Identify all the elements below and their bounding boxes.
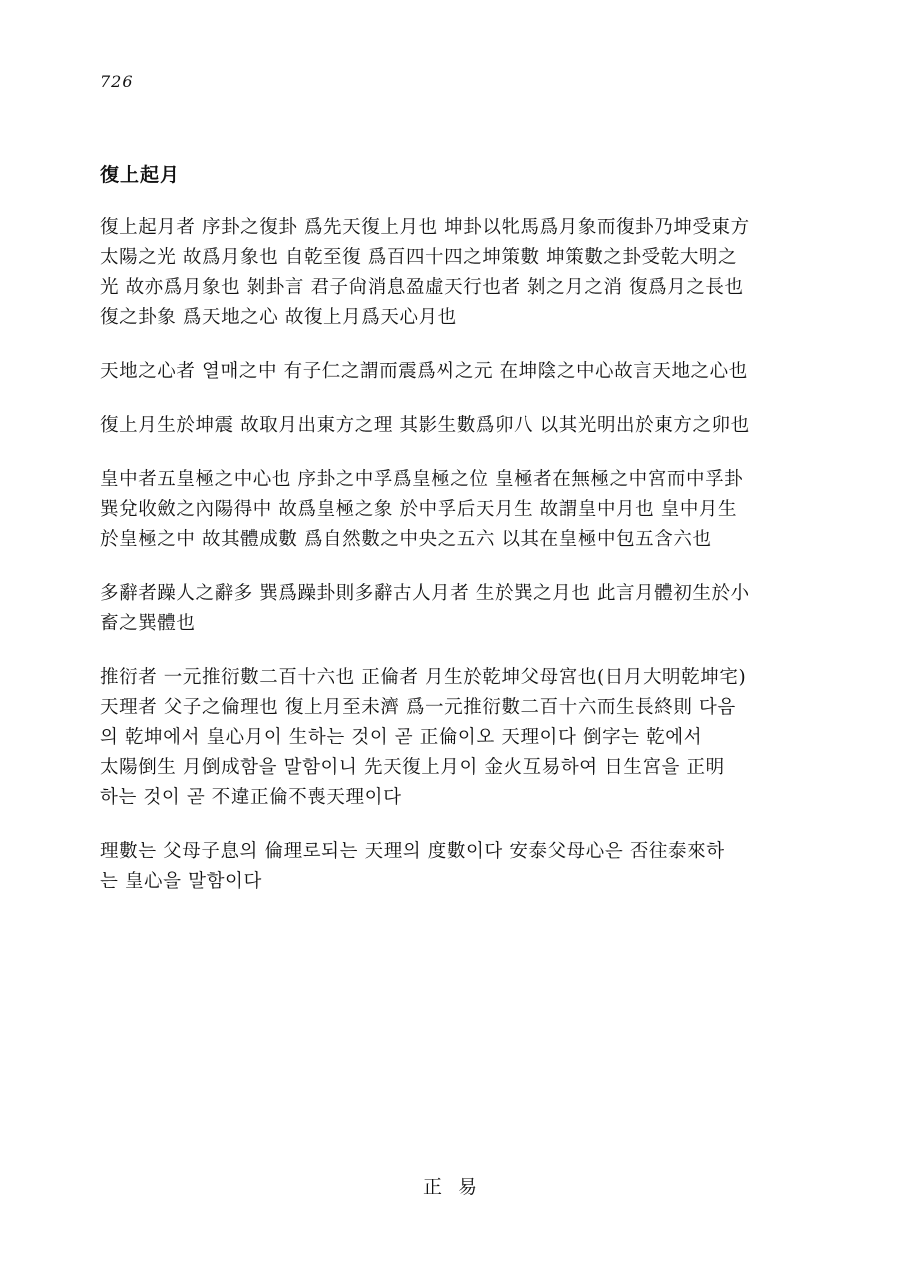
text-line: 畜之巽體也 bbox=[100, 613, 196, 634]
text-line: 復之卦象 爲天地之心 故復上月爲天心月也 bbox=[100, 307, 457, 328]
paragraph bbox=[100, 663, 760, 813]
text-line: 는 皇心을 말함이다 bbox=[100, 871, 262, 892]
text-line: 復上起月者 序卦之復卦 爲先天復上月也 坤卦以牝馬爲月象而復卦乃坤受東方 bbox=[100, 217, 750, 238]
text-line: 太陽倒生 月倒成함을 말함이니 先天復上月이 金火互易하여 日生宮을 正明 bbox=[100, 757, 725, 778]
page-number: 726 bbox=[100, 72, 134, 91]
text-line: 於皇極之中 故其體成數 爲自然數之中央之五六 以其在皇極中包五含六也 bbox=[100, 529, 712, 550]
text-line: 太陽之光 故爲月象也 自乾至復 爲百四十四之坤策數 坤策數之卦受乾大明之 bbox=[100, 247, 738, 268]
text-line: 하는 것이 곧 不違正倫不喪天理이다 bbox=[100, 787, 402, 808]
paragraph bbox=[100, 579, 760, 639]
running-footer: 正易 bbox=[422, 1176, 493, 1198]
text-line: 理數는 父母子息의 倫理로되는 天理의 度數이다 安泰父母心은 否往泰來하 bbox=[100, 841, 725, 862]
text-line: 光 故亦爲月象也 剝卦言 君子尙消息盈虛天行也者 剝之月之消 復爲月之長也 bbox=[100, 277, 744, 298]
paragraph bbox=[100, 465, 760, 555]
body-text bbox=[100, 213, 760, 921]
paragraph bbox=[100, 837, 760, 897]
text-line: 天地之心者 열매之中 有子仁之謂而震爲씨之元 在坤陰之中心故言天地之心也 bbox=[100, 361, 748, 382]
text-line: 巽兌收斂之內陽得中 故爲皇極之象 於中孚后天月生 故謂皇中月也 皇中月生 bbox=[100, 499, 738, 520]
text-line: 皇中者五皇極之中心也 序卦之中孚爲皇極之位 皇極者在無極之中宮而中孚卦 bbox=[100, 469, 744, 490]
paragraph bbox=[100, 357, 760, 387]
paragraph bbox=[100, 411, 760, 441]
text-line: 復上月生於坤震 故取月出東方之理 其影生數爲卯八 以其光明出於東方之卯也 bbox=[100, 415, 750, 436]
text-line: 의 乾坤에서 皇心月이 生하는 것이 곧 正倫이오 天理이다 倒字는 乾에서 bbox=[100, 727, 703, 748]
section-heading: 復上起月 bbox=[100, 164, 181, 186]
text-line: 多辭者躁人之辭多 巽爲躁卦則多辭古人月者 生於巽之月也 此言月體初生於小 bbox=[100, 583, 750, 604]
paragraph bbox=[100, 213, 760, 333]
text-line: 推衍者 一元推衍數二百十六也 正倫者 月生於乾坤父母宮也(日月大明乾坤宅) bbox=[100, 667, 747, 688]
text-line: 天理者 父子之倫理也 復上月至未濟 爲一元推衍數二百十六而生長終則 다음 bbox=[100, 697, 736, 718]
